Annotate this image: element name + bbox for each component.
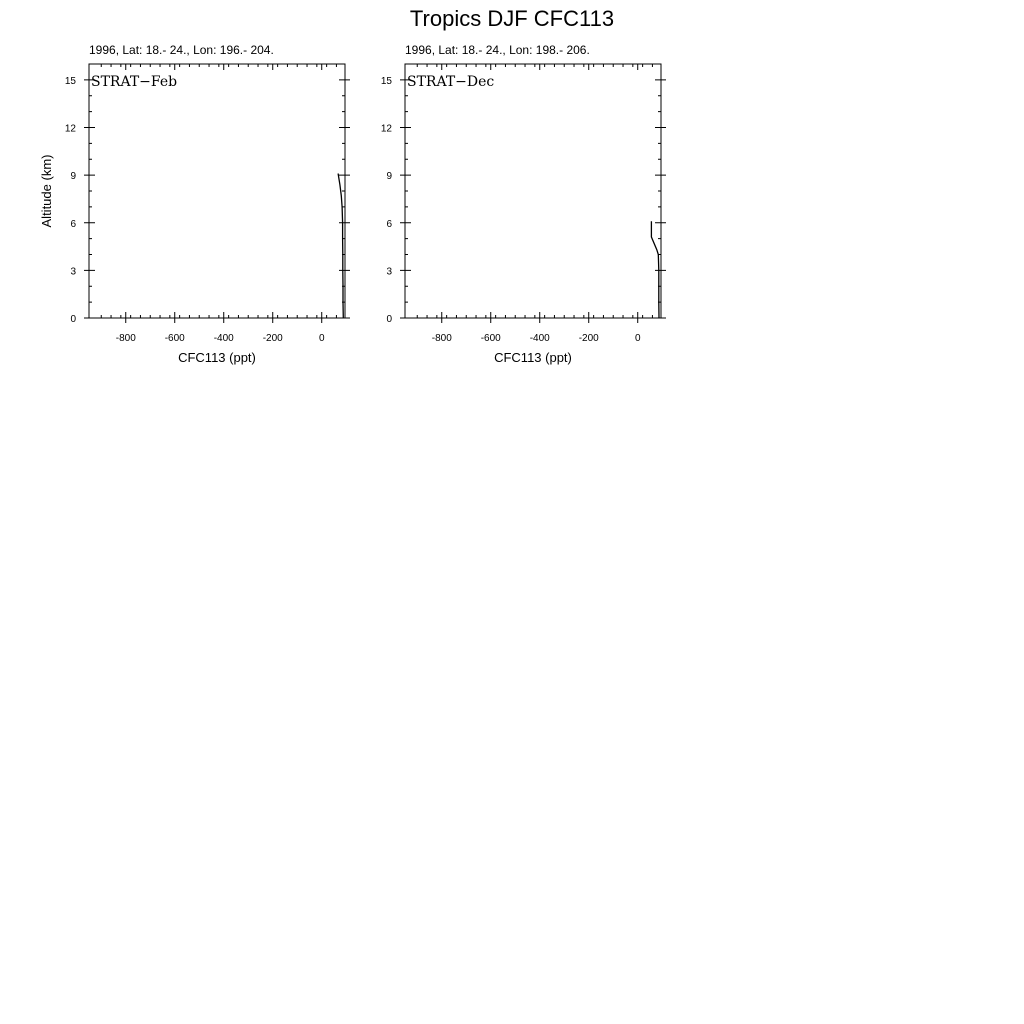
- x-tick-label: -800: [431, 333, 452, 344]
- x-tick-label: 0: [318, 333, 325, 344]
- figure-title: Tropics DJF CFC113: [409, 6, 615, 31]
- panel-annotation: STRAT−Dec: [407, 74, 495, 90]
- plot-frame: [89, 64, 345, 318]
- x-tick-label: 0: [634, 333, 641, 344]
- chart-panel-2: [381, 43, 666, 365]
- panel-subtitle: 1996, Lat: 18.- 24., Lon: 196.- 204.: [89, 43, 274, 57]
- x-tick-label: -400: [529, 333, 550, 344]
- x-tick-label: -200: [578, 333, 599, 344]
- x-tick-label: -800: [115, 333, 136, 344]
- x-axis-label: CFC113 (ppt): [178, 350, 256, 365]
- x-tick-label: -600: [480, 333, 501, 344]
- x-tick-label: -600: [164, 333, 185, 344]
- plot-frame: [405, 64, 661, 318]
- y-tick-label: 0: [70, 314, 76, 325]
- panel-annotation: STRAT−Feb: [91, 74, 178, 90]
- y-axis-label: Altitude (km): [39, 154, 54, 228]
- panel-subtitle: 1996, Lat: 18.- 24., Lon: 198.- 206.: [405, 43, 590, 57]
- y-tick-label: 0: [386, 314, 392, 325]
- y-tick-label: 6: [386, 218, 392, 230]
- y-tick-label: 12: [64, 123, 76, 135]
- series-line-1: [338, 174, 343, 319]
- y-tick-label: 3: [386, 266, 392, 278]
- chart-panel-1: [39, 43, 350, 365]
- y-tick-label: 9: [386, 171, 392, 183]
- series-line-1: [651, 221, 659, 318]
- y-tick-label: 15: [380, 75, 392, 87]
- y-tick-label: 15: [64, 75, 76, 87]
- y-tick-label: 12: [380, 123, 392, 135]
- x-axis-label: CFC113 (ppt): [494, 350, 572, 365]
- x-tick-label: -400: [213, 333, 234, 344]
- x-tick-label: -200: [262, 333, 283, 344]
- y-tick-label: 3: [70, 266, 76, 278]
- chart-panels: [39, 43, 666, 365]
- y-tick-label: 9: [70, 171, 76, 183]
- y-tick-label: 6: [70, 218, 76, 230]
